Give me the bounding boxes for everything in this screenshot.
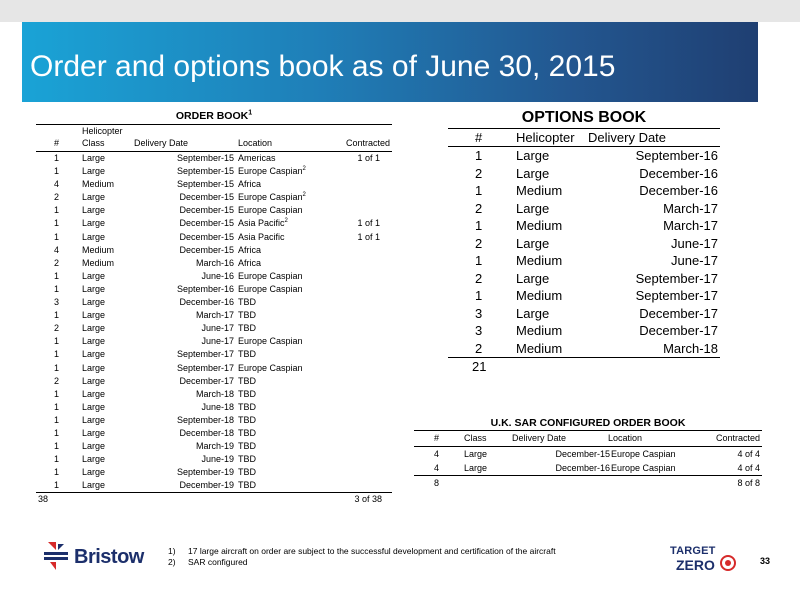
row-num: 1 (54, 205, 60, 216)
target-zero-line2: ZERO (676, 557, 715, 573)
row-class: Large (82, 467, 106, 478)
row-class: Large (82, 192, 106, 203)
row-date: September-17 (176, 362, 234, 373)
row-location-note: 2 (302, 192, 306, 199)
col-contracted: Contracted (345, 138, 390, 148)
table-row (414, 447, 762, 461)
row-num: 2 (475, 235, 483, 251)
row-date: September-15 (176, 166, 234, 177)
order-book-total: 38 (38, 494, 49, 505)
row-num: 4 (54, 244, 60, 255)
row-date: March-18 (195, 388, 234, 399)
row-class: Large (82, 375, 106, 386)
row-num: 1 (475, 253, 483, 268)
col-date: Delivery Date (134, 138, 189, 148)
row-date: December-18 (179, 427, 234, 438)
row-num: 1 (54, 349, 60, 360)
row-location-note: 2 (302, 166, 306, 173)
row-date: December-17 (639, 305, 718, 321)
row-class: Large (82, 310, 106, 321)
row-date: December-16 (555, 463, 610, 473)
order-book-column-headers (36, 125, 392, 152)
row-num: 1 (54, 388, 60, 399)
row-date: December-15 (179, 231, 234, 242)
row-class: Large (82, 323, 106, 334)
row-location (238, 309, 256, 322)
row-num: 2 (475, 270, 483, 286)
row-date: December-15 (179, 192, 234, 203)
row-location-text: Europe Caspian (238, 192, 303, 203)
table-row (414, 461, 762, 475)
row-num: 1 (54, 310, 60, 321)
table-row (36, 165, 392, 178)
order-book-total-row (36, 492, 392, 505)
row-num: 1 (54, 153, 60, 163)
row-class: Large (516, 148, 550, 163)
row-location-text: Africa (238, 244, 262, 255)
table-row (448, 217, 720, 235)
opt-col-date: Delivery Date (588, 130, 667, 145)
row-location-text: Asia Pacific (238, 231, 285, 242)
options-book-column-headers (448, 129, 720, 147)
row-date: September-18 (176, 414, 234, 425)
row-num: 2 (475, 200, 483, 216)
row-location-text: Europe Caspian (238, 205, 303, 216)
row-location-text: TBD (238, 388, 256, 399)
row-num: 2 (54, 257, 60, 268)
row-contracted: 4 of 4 (737, 449, 760, 459)
table-row (448, 147, 720, 165)
row-location (238, 178, 261, 191)
table-row (36, 401, 392, 414)
row-date: March-18 (663, 340, 718, 356)
row-class: Medium (82, 244, 115, 255)
row-location (238, 231, 285, 244)
row-location-text: Africa (238, 257, 262, 268)
row-class: Large (516, 200, 550, 216)
row-class: Large (82, 441, 106, 452)
table-row (448, 340, 720, 358)
order-book-heading (36, 109, 392, 125)
row-date: March-19 (195, 441, 234, 452)
row-date: June-17 (201, 323, 234, 334)
row-date: December-15 (179, 218, 234, 229)
row-date: September-16 (635, 148, 718, 163)
table-row (36, 152, 392, 165)
row-date: September-17 (635, 288, 718, 303)
row-date: December-15 (179, 205, 234, 216)
row-class: Medium (516, 288, 563, 303)
row-location (238, 348, 256, 361)
row-class: Large (82, 427, 106, 438)
row-num: 1 (475, 218, 483, 233)
row-date: December-16 (179, 297, 234, 308)
row-num: 1 (475, 288, 483, 303)
sar-col-num: # (434, 433, 440, 443)
row-num: 1 (54, 283, 60, 294)
row-location-text: TBD (238, 297, 256, 308)
row-class: Large (82, 480, 106, 491)
row-num: 1 (475, 183, 483, 198)
row-location-text: TBD (238, 401, 256, 412)
row-class: Large (516, 305, 550, 321)
row-location-text: TBD (238, 427, 256, 438)
row-date: September-17 (176, 349, 234, 360)
row-class: Large (82, 362, 106, 373)
footnotes (168, 546, 556, 568)
row-date: December-16 (639, 183, 718, 198)
row-class: Large (516, 270, 550, 286)
row-location-text: Asia Pacific (238, 218, 285, 229)
row-location (238, 217, 288, 230)
row-location (238, 375, 256, 388)
row-class: Large (82, 414, 106, 425)
opt-col-num: # (475, 130, 483, 145)
row-date: March-17 (663, 200, 718, 216)
row-contracted: 1 of 1 (357, 218, 380, 229)
table-row (36, 322, 392, 335)
row-location: Europe Caspian (611, 463, 676, 473)
row-num: 3 (54, 297, 60, 308)
row-location (238, 283, 303, 296)
table-row (36, 296, 392, 309)
bristow-logo (42, 540, 154, 572)
row-location-text: Europe Caspian (238, 362, 303, 373)
footnote-num: 1) (168, 546, 176, 556)
sar-col-contracted: Contracted (715, 433, 760, 443)
row-location-text: Europe Caspian (238, 336, 303, 347)
col-num: # (54, 138, 60, 148)
table-row (36, 231, 392, 244)
row-class: Large (82, 297, 106, 308)
table-row (36, 270, 392, 283)
row-date: March-17 (663, 218, 718, 233)
row-location (238, 427, 256, 440)
table-row (36, 309, 392, 322)
row-date: December-15 (555, 449, 610, 459)
row-num: 1 (54, 166, 60, 177)
table-row (36, 283, 392, 296)
table-row (448, 322, 720, 340)
row-location-text: TBD (238, 454, 256, 465)
row-location-text: TBD (238, 310, 256, 321)
sar-col-class: Class (464, 433, 487, 443)
col-class-top: Helicopter (82, 126, 123, 136)
row-location-text: Europe Caspian (238, 283, 303, 294)
table-row (36, 388, 392, 401)
row-num: 1 (54, 401, 60, 412)
row-num: 2 (54, 323, 60, 334)
row-location-text: Europe Caspian (238, 166, 303, 177)
target-icon (720, 555, 736, 571)
sar-total-contracted: 8 of 8 (737, 478, 760, 488)
row-date: December-17 (639, 323, 718, 338)
row-date: March-17 (195, 310, 234, 321)
page-number: 33 (760, 556, 771, 566)
sar-col-location: Location (608, 433, 643, 443)
table-row (36, 178, 392, 191)
row-num: 2 (54, 375, 60, 386)
row-class: Medium (82, 257, 115, 268)
sar-rows (414, 447, 762, 475)
table-row (448, 235, 720, 253)
row-class: Large (82, 205, 106, 216)
options-book-table (448, 108, 720, 375)
table-row (448, 305, 720, 323)
footnote (168, 557, 556, 568)
table-row (36, 466, 392, 479)
table-row (36, 414, 392, 427)
row-num: 3 (475, 323, 483, 338)
sar-order-book-table (414, 416, 762, 490)
title-bar (22, 22, 758, 102)
table-row (36, 191, 392, 204)
table-row (36, 479, 392, 492)
row-date: December-15 (179, 244, 234, 255)
row-contracted: 4 of 4 (737, 463, 760, 473)
row-num: 1 (54, 362, 60, 373)
row-num: 1 (54, 467, 60, 478)
row-location-text: Africa (238, 179, 262, 190)
row-class: Medium (516, 253, 563, 268)
row-class: Medium (82, 179, 115, 190)
row-class: Large (82, 218, 106, 229)
row-num: 2 (475, 340, 483, 356)
row-location (238, 388, 256, 401)
col-location: Location (238, 138, 273, 148)
row-class: Large (82, 166, 106, 177)
row-date: June-17 (671, 235, 718, 251)
row-date: June-17 (201, 336, 234, 347)
sar-total-row (414, 475, 762, 490)
row-location (238, 479, 256, 492)
row-class: Large (82, 401, 106, 412)
row-num: 1 (54, 218, 60, 229)
row-num: 1 (54, 336, 60, 347)
row-date: December-17 (179, 375, 234, 386)
row-location (238, 165, 306, 178)
bristow-logo-icon (42, 540, 70, 572)
row-location-note: 2 (284, 218, 288, 225)
target-zero-line1: TARGET (670, 545, 716, 557)
row-location (238, 152, 276, 165)
row-date: September-16 (176, 283, 234, 294)
bristow-logo-text: Bristow (74, 546, 144, 568)
row-date: March-16 (195, 257, 234, 268)
row-class: Large (464, 463, 488, 473)
row-class: Large (82, 231, 106, 242)
row-location-text: Americas (238, 153, 276, 163)
row-location (238, 362, 303, 375)
row-location-text: TBD (238, 349, 256, 360)
table-row (36, 362, 392, 375)
table-row (448, 270, 720, 288)
table-row (36, 440, 392, 453)
page-title: Order and options book as of June 30, 2015 (30, 50, 616, 83)
row-num: 1 (54, 270, 60, 281)
table-row (36, 204, 392, 217)
row-location (238, 466, 256, 479)
order-book-table (36, 109, 392, 505)
sar-heading: U.K. SAR CONFIGURED ORDER BOOK (414, 416, 762, 431)
row-contracted: 1 of 1 (357, 231, 380, 242)
row-location (238, 296, 256, 309)
row-num: 1 (54, 441, 60, 452)
row-class: Large (82, 270, 106, 281)
row-location-text: TBD (238, 375, 256, 386)
row-num: 1 (475, 148, 483, 163)
footnote (168, 546, 556, 557)
sar-column-headers (414, 431, 762, 447)
row-location-text: TBD (238, 414, 256, 425)
opt-col-class: Helicopter (516, 130, 575, 145)
row-num: 1 (54, 231, 60, 242)
table-row (36, 244, 392, 257)
table-row (36, 335, 392, 348)
row-location-text: TBD (238, 323, 256, 334)
row-date: December-19 (179, 480, 234, 491)
row-class: Large (82, 454, 106, 465)
row-date: September-15 (176, 153, 234, 163)
row-location-text: TBD (238, 441, 256, 452)
row-date: June-19 (201, 454, 234, 465)
row-class: Medium (516, 218, 563, 233)
row-class: Large (516, 165, 550, 181)
table-row (36, 348, 392, 361)
order-book-heading-note: 1 (248, 109, 253, 117)
row-num: 1 (54, 414, 60, 425)
row-location-text: Europe Caspian (238, 270, 303, 281)
table-row (36, 375, 392, 388)
row-num: 1 (54, 454, 60, 465)
row-class: Medium (516, 323, 563, 338)
row-date: September-17 (635, 270, 718, 286)
options-book-total: 21 (472, 359, 487, 374)
row-location (238, 335, 303, 348)
row-num: 3 (475, 305, 483, 321)
row-class: Medium (516, 183, 563, 198)
order-book-rows (36, 152, 392, 492)
row-num: 4 (434, 449, 440, 459)
row-location (238, 453, 256, 466)
row-location (238, 204, 303, 217)
footnote-text: 17 large aircraft on order are subject to the successful development and certification of the aircraft (188, 546, 556, 556)
row-location: Europe Caspian (611, 449, 676, 459)
row-location (238, 270, 303, 283)
row-location (238, 401, 256, 414)
row-class: Large (82, 349, 106, 360)
table-row (448, 182, 720, 200)
row-num: 1 (54, 427, 60, 438)
row-contracted: 1 of 1 (357, 153, 380, 163)
options-book-rows (448, 147, 720, 357)
row-num: 4 (434, 463, 440, 473)
table-row (36, 217, 392, 230)
order-book-heading-text: ORDER BOOK (175, 110, 249, 122)
row-num: 1 (54, 480, 60, 491)
row-class: Large (82, 153, 106, 163)
table-row (36, 257, 392, 270)
table-row (448, 200, 720, 218)
table-row (448, 252, 720, 270)
options-book-heading: OPTIONS BOOK (448, 108, 720, 129)
row-location (238, 414, 256, 427)
sar-total: 8 (434, 478, 440, 488)
row-location (238, 257, 261, 270)
row-location (238, 322, 256, 335)
row-num: 4 (54, 179, 60, 190)
footnote-num: 2) (168, 557, 176, 567)
row-location (238, 440, 256, 453)
table-row (36, 453, 392, 466)
row-location-text: TBD (238, 467, 256, 478)
options-book-total-row (448, 357, 720, 375)
row-class: Large (464, 449, 488, 459)
footnote-text: SAR configured (188, 557, 248, 567)
row-location-text: TBD (238, 480, 256, 491)
row-class: Large (82, 388, 106, 399)
row-class: Medium (516, 340, 563, 356)
row-date: June-17 (671, 253, 718, 268)
target-zero-logo (670, 545, 742, 575)
table-row (448, 165, 720, 183)
row-date: September-19 (176, 467, 234, 478)
row-date: December-16 (639, 165, 718, 181)
row-date: June-16 (201, 270, 234, 281)
col-class: Class (82, 138, 105, 148)
table-row (448, 287, 720, 305)
row-class: Large (82, 336, 106, 347)
row-date: September-15 (176, 179, 234, 190)
row-class: Large (82, 283, 106, 294)
row-num: 2 (54, 192, 60, 203)
row-location (238, 191, 306, 204)
row-class: Large (516, 235, 550, 251)
table-row (36, 427, 392, 440)
row-date: June-18 (201, 401, 234, 412)
top-strip (0, 0, 800, 22)
row-location (238, 244, 261, 257)
row-num: 2 (475, 165, 483, 181)
order-book-total-contracted: 3 of 38 (354, 494, 382, 505)
sar-col-date: Delivery Date (512, 433, 567, 443)
